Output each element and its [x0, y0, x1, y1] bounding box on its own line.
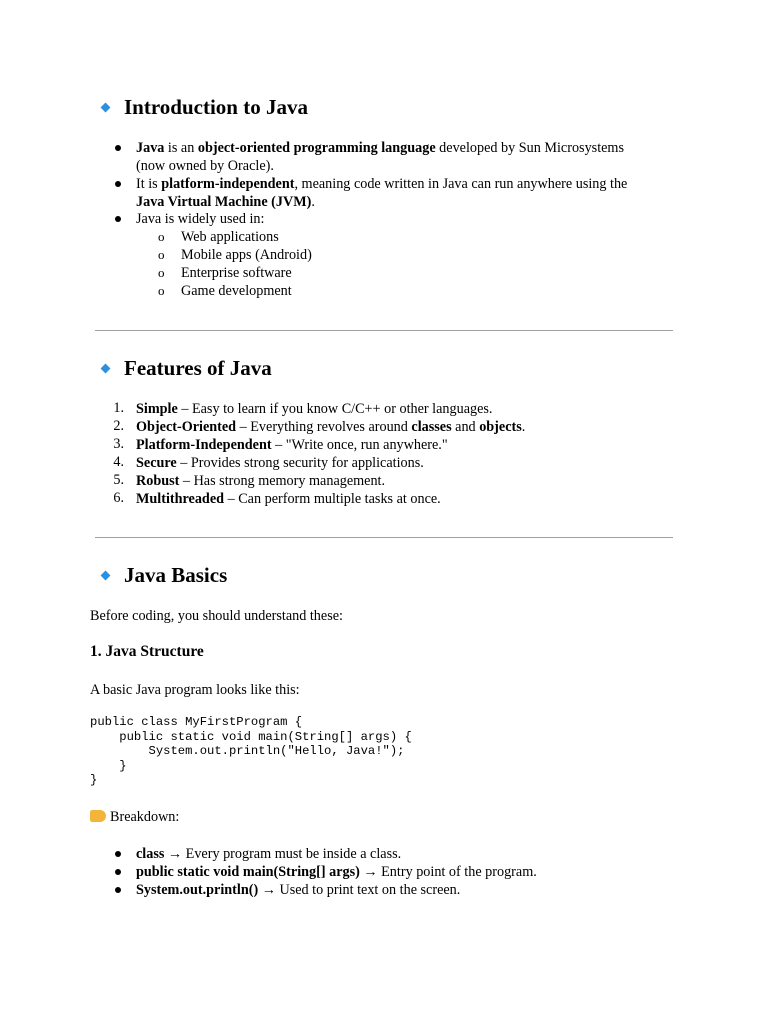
features-title: Features of Java — [124, 356, 272, 380]
feature-item: Object-Oriented – Everything revolves around classes and objects. — [136, 419, 526, 435]
bullet-icon — [115, 181, 121, 187]
intro-heading — [100, 95, 308, 120]
bullet-icon — [115, 887, 121, 893]
feature-item: Simple – Easy to learn if you know C/C++ or other languages. — [136, 401, 493, 417]
feature-number: 2. — [113, 418, 124, 434]
breakdown-item: class → Every program must be inside a class. — [136, 846, 402, 862]
feature-item: Platform-Independent – "Write once, run anywhere." — [136, 437, 448, 453]
features-heading — [100, 356, 272, 381]
diamond-icon — [101, 364, 111, 374]
breakdown-item: System.out.println() → Used to print text on the screen. — [136, 882, 461, 898]
feature-item: Multithreaded – Can perform multiple tasks at once. — [136, 491, 441, 507]
use-item: Game development — [181, 283, 292, 299]
feature-item: Secure – Provides strong security for applications. — [136, 455, 424, 471]
bullet-icon — [115, 869, 121, 875]
basics-heading — [100, 563, 227, 588]
pointing-hand-icon — [90, 810, 106, 822]
feature-number: 3. — [113, 436, 124, 452]
feature-number: 1. — [113, 400, 124, 416]
section-divider — [95, 537, 673, 538]
sub-bullet-marker: o — [158, 283, 165, 298]
intro-item-1-line-1: Java is an object-oriented programming language developed by Sun Microsystems — [136, 140, 624, 156]
use-item: Web applications — [181, 229, 279, 245]
intro-item-1-line-2: (now owned by Oracle). — [136, 158, 274, 174]
code-block: public class MyFirstProgram { public static void main(String[] args) { System.out.println("Hello, Java!"); } } — [90, 715, 412, 787]
breakdown-item: public static void main(String[] args) → Entry point of the program. — [136, 864, 537, 880]
sub-bullet-marker: o — [158, 265, 165, 280]
intro-item-3: Java is widely used in: — [136, 211, 265, 227]
intro-title: Introduction to Java — [124, 95, 308, 119]
intro-item-2-line-2: Java Virtual Machine (JVM). — [136, 194, 315, 210]
basics-intro: Before coding, you should understand these: — [90, 608, 343, 624]
bullet-icon — [115, 145, 121, 151]
basics-title: Java Basics — [124, 563, 228, 587]
feature-number: 4. — [113, 454, 124, 470]
intro-item-2-line-1: It is platform-independent, meaning code written in Java can run anywhere using the — [136, 176, 628, 192]
use-item: Enterprise software — [181, 265, 292, 281]
diamond-icon — [101, 571, 111, 581]
bullet-icon — [115, 216, 121, 222]
diamond-icon — [101, 103, 111, 113]
sub-bullet-marker: o — [158, 229, 165, 244]
use-item: Mobile apps (Android) — [181, 247, 312, 263]
feature-number: 6. — [113, 490, 124, 506]
feature-item: Robust – Has strong memory management. — [136, 473, 386, 489]
breakdown-label-line: Breakdown: — [90, 808, 179, 826]
sub-bullet-marker: o — [158, 247, 165, 262]
feature-number: 5. — [113, 472, 124, 488]
java-structure-heading: 1. Java Structure — [90, 643, 204, 660]
section-divider — [95, 330, 673, 331]
code-intro: A basic Java program looks like this: — [90, 682, 300, 698]
bullet-icon — [115, 851, 121, 857]
